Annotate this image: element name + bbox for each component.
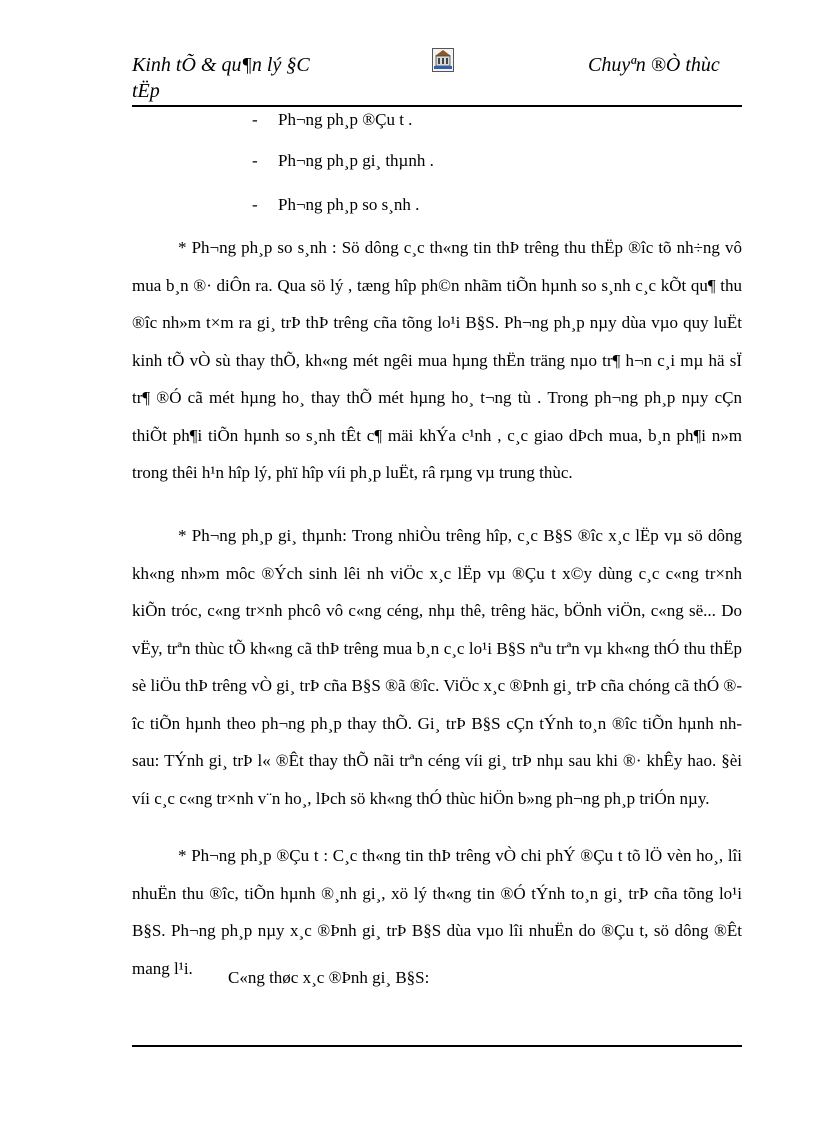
header-left-line1: Kinh tÕ & qu¶n lý §C (132, 54, 310, 76)
paragraph-dau-tu: * Ph¬ng ph¸p ®Çu t : C¸c th«ng tin thÞ trêng vÒ chi phÝ ®Çu t tõ lÖ vèn ho¸, lîi nhuËn thu ®îc, tiÕn hµnh ®¸nh gi¸, xö lý th«ng tin ®Ó tÝnh to¸n gi¸ trÞ cña tõng lo¹i B§S. Ph¬ng ph¸p nµy x¸c ®Þnh gi¸ trÞ B§S dùa vµo lîi nhuËn do ®Çu t, sö dông ®Êt mang l¹i. (132, 846, 742, 978)
header-divider (132, 105, 742, 107)
list-item-text: Ph¬ng ph¸p gi¸ thµnh . (278, 151, 434, 170)
list-item-text: Ph¬ng ph¸p so s¸nh . (278, 195, 420, 214)
list-dash: - (252, 151, 258, 170)
formula-label: C«ng thøc x¸c ®Þnh gi¸ B§S: (228, 968, 430, 987)
paragraph-so-sanh: * Ph¬ng ph¸p so s¸nh : Sö dông c¸c th«ng tin thÞ trêng thu thËp ®îc tõ nh÷ng vô mua b¸n ®· diÔn ra. Qua sö lý , tæng hîp ph©n nhãm tiÕn hµnh so s¸nh c¸c kÕt qu¶ thu ®îc nh»m t×m ra gi¸ trÞ thÞ trêng cña tõng lo¹i B§S. Ph¬ng ph¸p nµy dùa vµo quy luËt kinh tÕ vÒ sù thay thÕ, kh«ng mét ngêi mua hµng thËn träng nµo tr¶ h¬n c¸i mµ hä sÏ tr¶ ®Ó cã mét hµng ho¸ thay thÕ mét hµng ho¸ t¬ng tù . Trong ph¬ng ph¸p nµy cÇn thiÕt ph¶i tiÕn hµnh so s¸nh tÊt c¶ mäi khÝa c¹nh , c¸c giao dÞch mua, b¸n ph¶i n»m trong thêi h¹n hîp lý, phï hîp víi ph¸p luËt, râ rµng vµ trung thùc. (132, 238, 742, 482)
list-item-text: Ph¬ng ph¸p ®Çu t . (278, 110, 413, 129)
footer-divider (132, 1045, 742, 1047)
list-dash: - (252, 110, 258, 129)
header-left (132, 52, 310, 104)
list-item (252, 192, 419, 218)
list-item (252, 148, 434, 174)
header-right: Chuyªn ®Ò thùc (588, 54, 720, 76)
header-left-line2: tËp (132, 80, 160, 102)
paragraph-gia-thanh: * Ph¬ng ph¸p gi¸ thµnh: Trong nhiÒu trêng hîp, c¸c B§S ®îc x¸c lËp vµ sö dông kh«ng nh»m môc ®Ých sinh lêi nh viÖc x¸c lËp vµ ®Çu t x©y dùng c¸c c«ng tr×nh kiÕn tróc, c«ng tr×nh phcô vô c«ng céng, nhµ thê, trêng häc, bÖnh viÖn, c«ng së... Do vËy, trªn thùc tÕ kh«ng cã thÞ trêng mua b¸n c¸c lo¹i B§S nªu trªn vµ kh«ng thÓ thu thËp sè liÖu thÞ trêng vÒ gi¸ trÞ cña B§S ®ã ®îc. ViÖc x¸c ®Þnh gi¸ trÞ cña chóng cã thÓ ®îc tiÕn hµnh theo ph¬ng ph¸p thay thÕ. Gi¸ trÞ B§S cÇn tÝnh to¸n ®îc tiÕn hµnh nh sau: TÝnh gi¸ trÞ l« ®Êt thay thÕ nãi trªn céng víi gi¸ trÞ nhµ sau khi ®· khÊy hao. §èi víi c¸c c«ng tr×nh v¨n ho¸, lÞch sö kh«ng thÓ thùc hiÖn b»ng ph¬ng ph¸p triÓn nµy. (132, 526, 742, 808)
building-logo-icon (432, 48, 454, 72)
list-item (252, 107, 412, 133)
list-dash: - (252, 195, 258, 214)
